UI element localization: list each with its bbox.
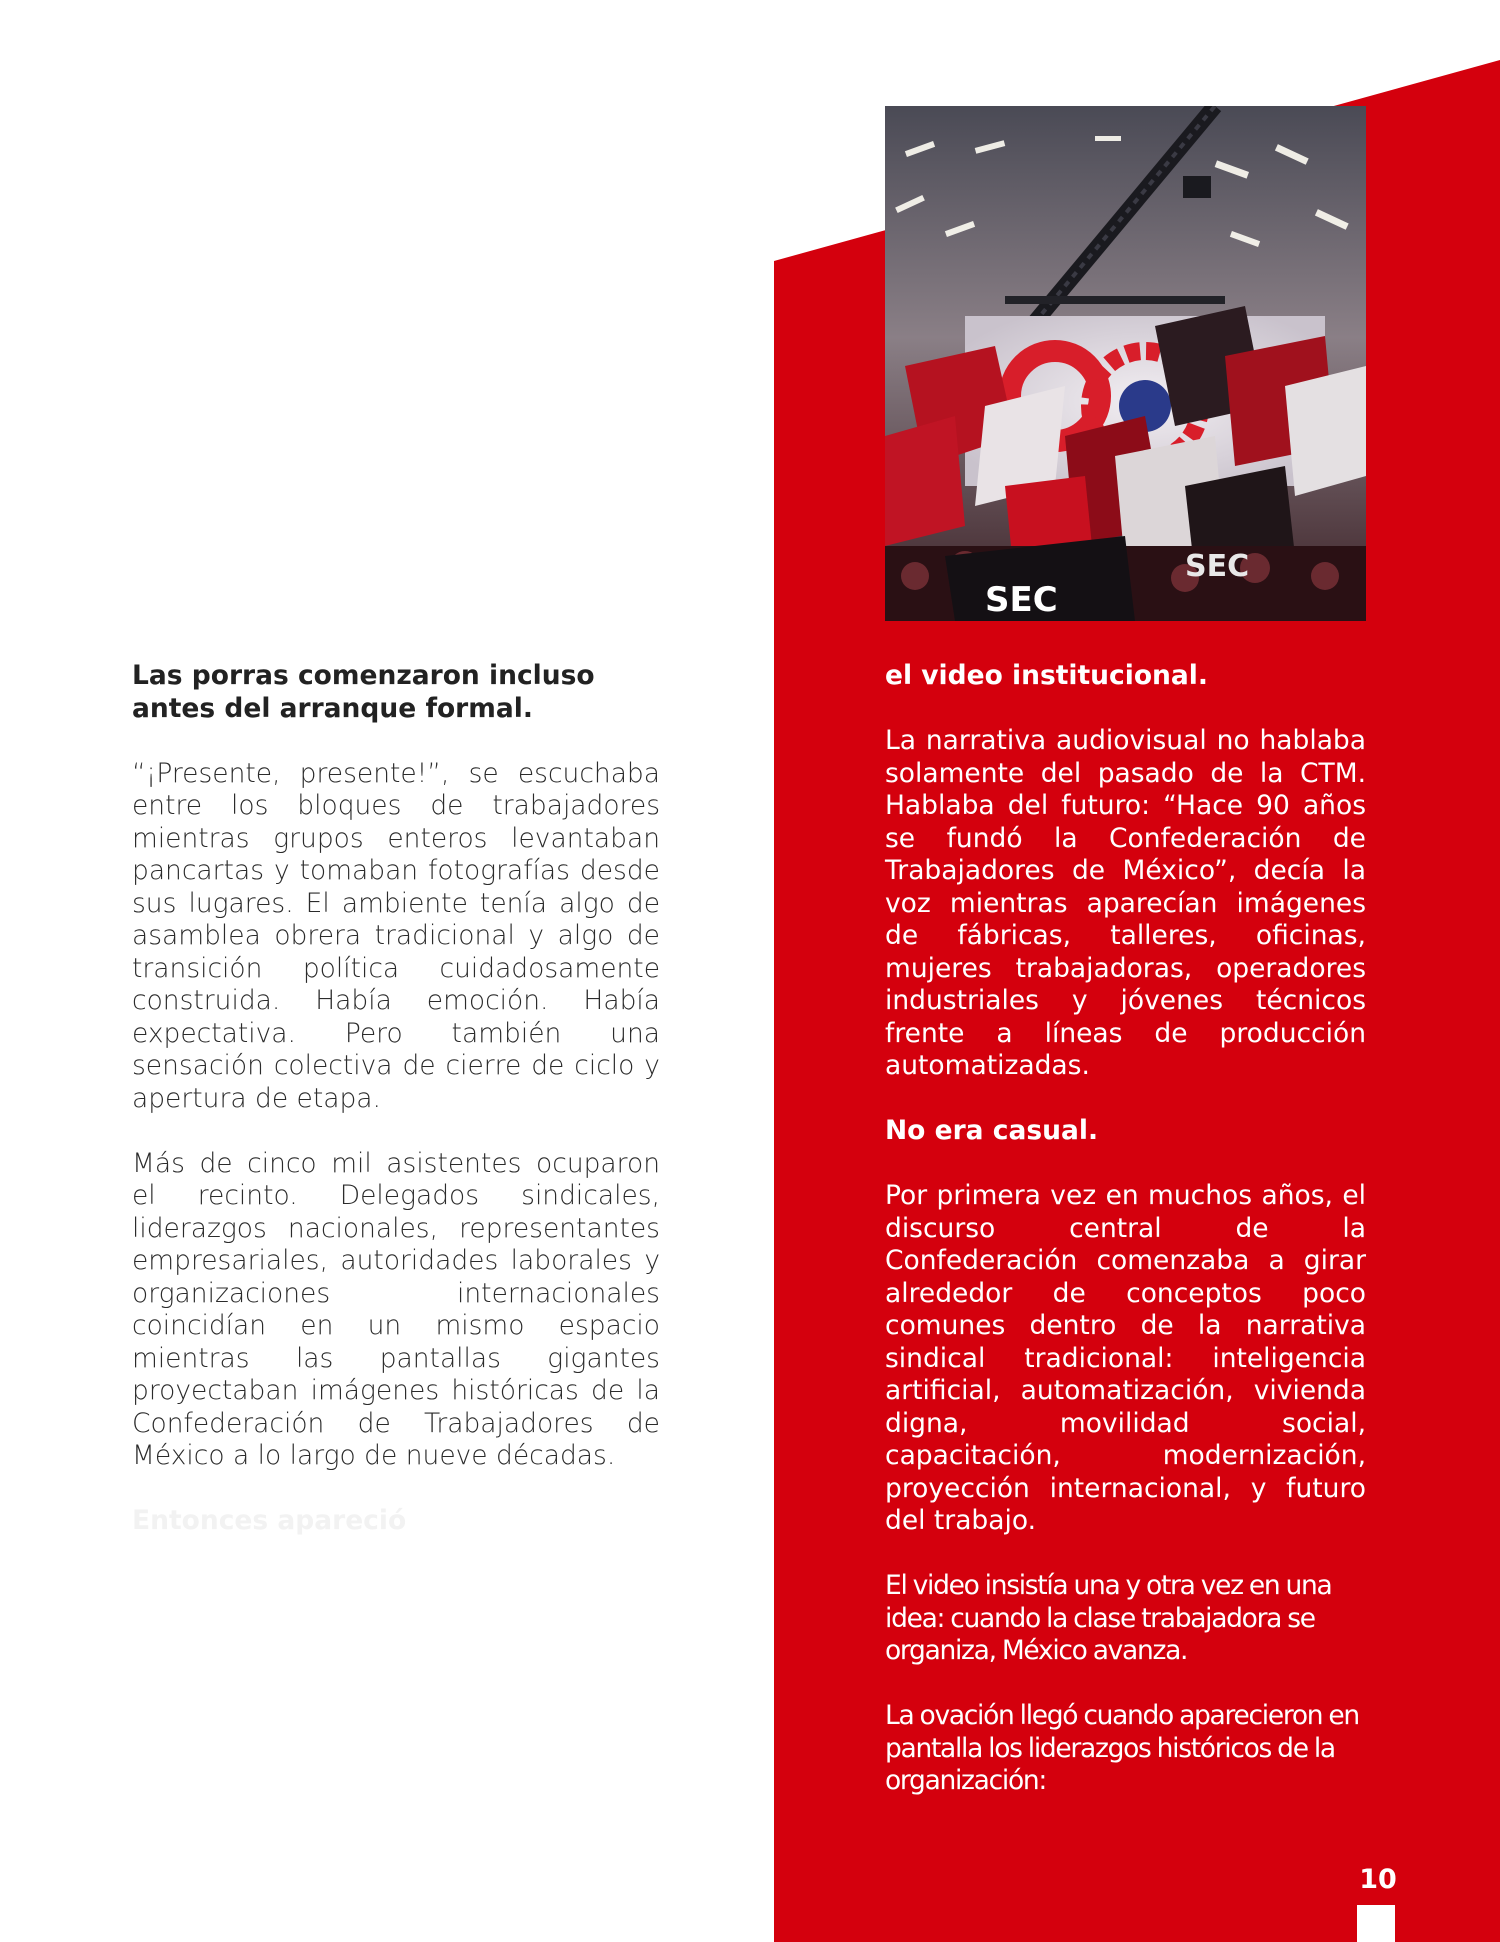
right-paragraph-1: La narrativa audiovisual no hablaba solamente del pasado de la CTM. Hablaba del futuro: “Hace 90 años se fundó la Confederación de Trabajadores de México”, decía la voz mientras aparecían imágenes de fábricas, talleres, oficinas, mujeres trabajadoras, operadores industriales y jóvenes técnicos frente a líneas de producción automatizadas. [885, 725, 1366, 1081]
right-paragraph-3: El video insistía una y otra vez en una idea: cuando la clase trabajadora se organiza, México avanza. [885, 1570, 1332, 1666]
page-number: 10 [1359, 1864, 1397, 1895]
right-paragraph-2: Por primera vez en muchos años, el discurso central de la Confederación comenzaba a girar alrededor de conceptos poco comunes dentro de la narrativa sindical tradicional: inteligencia artificial, automatización, vivienda digna, movilidad social, capacitación, modernización, proyección internacional, y futuro del trabajo. [885, 1180, 1366, 1536]
left-paragraph-1: “¡Presente, presente!”, se escuchaba entre los bloques de trabajadores mientras grupos enteros levantaban pancartas y tomaban fotografías desde sus lugares. El ambiente tenía algo de asamblea obrera tradicional y algo de transición política cuidadosamente construida. Había emoción. Había expectativa. Pero también una sensación colectiva de cierre de ciclo y apertura de etapa. [132, 757, 660, 1114]
left-lead-heading: Las porras comenzaron incluso antes del arranque formal. [132, 660, 595, 724]
right-paragraph-4: La ovación llegó cuando aparecieron en pantalla los liderazgos históricos de la organización: [885, 1700, 1359, 1796]
photo-flag-text: SEC [1185, 549, 1250, 584]
right-subheading: No era casual. [885, 1115, 1099, 1146]
right-lead-heading: el video institucional. [885, 660, 1208, 691]
right-column [885, 660, 1366, 1830]
rally-photo [885, 106, 1366, 621]
photo-banner-text: SEC [985, 580, 1058, 620]
left-column [132, 660, 660, 1570]
left-paragraph-2: Más de cinco mil asistentes ocuparon el recinto. Delegados sindicales, liderazgos nacionales, representantes empresariales, autoridades laborales y organizaciones internacionales coincidían en un mismo espacio mientras las pantallas gigantes proyectaban imágenes históricas de la Confederación de Trabajadores de México a lo largo de nueve décadas. [132, 1147, 660, 1471]
page-corner-tab [1357, 1905, 1395, 1942]
left-faded-heading: Entonces apareció [132, 1505, 407, 1536]
